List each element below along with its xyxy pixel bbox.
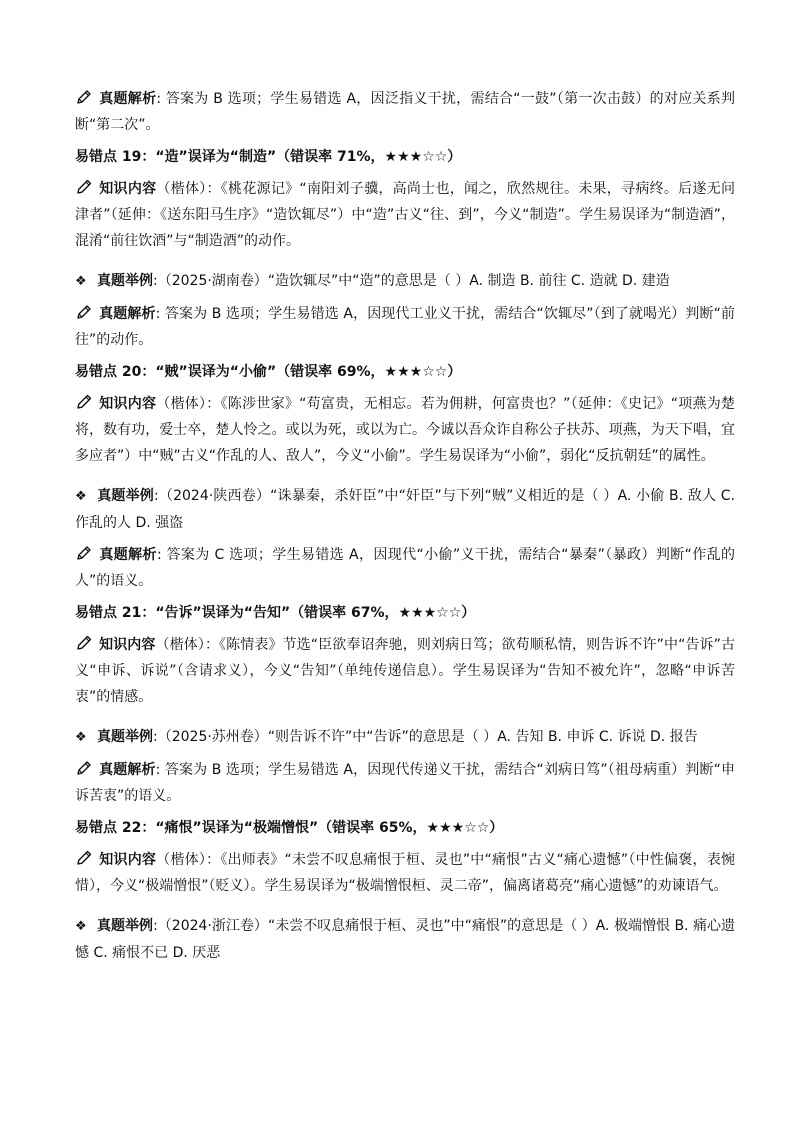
knowledge-label: 知识内容 bbox=[99, 181, 157, 197]
document-page bbox=[75, 86, 735, 966]
section-heading: 易错点 22：“痛恨”误译为“极端憎恨”（错误率 65%，★★★☆☆） bbox=[75, 820, 504, 836]
knowledge-paragraph bbox=[75, 391, 735, 469]
knowledge-text: （楷体）：《出师表》“未尝不叹息痛恨于桓、灵也”中“痛恨”古义“痛心遗憾”（中性偏褒，表惋惜），今义“极端憎恨”（贬义）。学生易误译为“极端憎恨桓、灵二帝”，偏离诸葛亮“痛心遗憾”的劝谏语气。 bbox=[75, 852, 735, 894]
section-heading: 易错点 20：“贼”误译为“小偷”（错误率 69%，★★★☆☆） bbox=[75, 364, 462, 380]
analysis-label: 真题解析 bbox=[99, 762, 156, 778]
knowledge-paragraph bbox=[75, 847, 735, 899]
analysis-label: 真题解析 bbox=[99, 91, 157, 107]
example-label: 真题举例 bbox=[97, 918, 154, 934]
pen-icon bbox=[75, 634, 93, 652]
knowledge-paragraph bbox=[75, 176, 735, 254]
pen-icon bbox=[75, 849, 93, 867]
analysis-paragraph bbox=[75, 542, 735, 594]
knowledge-label: 知识内容 bbox=[99, 637, 156, 653]
example-paragraph bbox=[75, 268, 735, 295]
diamond-bullet-icon: ❖ bbox=[75, 274, 87, 289]
diamond-bullet-icon: ❖ bbox=[75, 489, 87, 504]
pen-icon bbox=[75, 178, 93, 196]
pencil-icon bbox=[75, 544, 93, 562]
example-text: :（2024·浙江卷）“未尝不叹息痛恨于桓、灵也”中“痛恨”的意思是（ ）A. 极端憎恨 B. 痛心遗憾 C. 痛恨不已 D. 厌恶 bbox=[75, 918, 735, 961]
pencil-icon bbox=[75, 303, 93, 321]
diamond-bullet-icon: ❖ bbox=[75, 919, 87, 934]
analysis-text: : 答案为 B 选项；学生易错选 A，因现代传递义干扰，需结合“刘病日笃”（祖母病重）判断“申诉苦衷”的语义。 bbox=[75, 762, 736, 804]
example-text: :（2025·湖南卷）“造饮辄尽”中“造”的意思是（ ）A. 制造 B. 前往 C. 造就 D. 建造 bbox=[153, 273, 670, 289]
example-text: :（2024·陕西卷）“诛暴秦，杀奸臣”中“奸臣”与下列“贼”义相近的是（ ）A. 小偷 B. 敌人 C. 作乱的人 D. 强盗 bbox=[75, 488, 736, 531]
example-label: 真题举例 bbox=[97, 273, 153, 289]
example-paragraph bbox=[75, 913, 735, 966]
example-paragraph bbox=[75, 724, 735, 751]
example-label: 真题举例 bbox=[97, 729, 153, 745]
knowledge-paragraph bbox=[75, 632, 735, 710]
analysis-label: 真题解析 bbox=[99, 547, 157, 563]
analysis-paragraph bbox=[75, 301, 735, 353]
diamond-bullet-icon: ❖ bbox=[75, 730, 87, 745]
analysis-label: 真题解析 bbox=[99, 306, 156, 322]
analysis-paragraph bbox=[75, 86, 735, 138]
knowledge-text: （楷体）：《陈情表》节选“臣欲奉诏奔驰，则刘病日笃；欲苟顺私情，则告诉不许”中“告诉”古义“申诉、诉说”（含请求义），今义“告知”（单纯传递信息）。学生易误译为“告知不被允许”，忽略“申诉苦衷”的情感。 bbox=[75, 637, 736, 705]
analysis-text: : 答案为 C 选项；学生易错选 A，因现代“小偷”义干扰，需结合“暴秦”（暴政）判断“作乱的人”的语义。 bbox=[75, 547, 736, 589]
knowledge-label: 知识内容 bbox=[99, 396, 157, 412]
analysis-paragraph bbox=[75, 757, 735, 809]
example-paragraph bbox=[75, 483, 735, 536]
knowledge-text: （楷体）：《桃花源记》“南阳刘子骥，高尚士也，闻之，欣然规往。未果，寻病终。后遂无问津者”（延伸：《送东阳马生序》“造饮辄尽”）中“造”古义“往、到”，今义“制造”。学生易误译为“制造酒”，混淆“前往饮酒”与“制造酒”的动作。 bbox=[75, 181, 735, 249]
knowledge-label: 知识内容 bbox=[99, 852, 157, 868]
section-heading: 易错点 21：“告诉”误译为“告知”（错误率 67%，★★★☆☆） bbox=[75, 605, 476, 621]
example-label: 真题举例 bbox=[97, 488, 154, 504]
example-text: :（2025·苏州卷）“则告诉不许”中“告诉”的意思是（ ）A. 告知 B. 申诉 C. 诉说 D. 报告 bbox=[153, 729, 698, 745]
analysis-text: : 答案为 B 选项；学生易错选 A，因现代工业义干扰，需结合“饮辄尽”（到了就喝光）判断“前往”的动作。 bbox=[75, 306, 736, 348]
knowledge-text: （楷体）：《陈涉世家》“苟富贵，无相忘。若为佣耕，何富贵也？”（延伸：《史记》“项燕为楚将，数有功，爱士卒，楚人怜之。或以为死，或以为亡。今诚以吾众诈自称公子扶苏、项燕，为天下唱，宜多应者”）中“贼”古义“作乱的人、敌人”，今义“小偷”。学生易误译为“小偷”，弱化“反抗朝廷”的属性。 bbox=[75, 396, 735, 464]
analysis-text: : 答案为 B 选项；学生易错选 A，因泛指义干扰，需结合“一鼓”（第一次击鼓）的对应关系判断“第二次”。 bbox=[75, 91, 736, 133]
pencil-icon bbox=[75, 88, 93, 106]
section-heading: 易错点 19：“造”误译为“制造”（错误率 71%，★★★☆☆） bbox=[75, 149, 462, 165]
pencil-icon bbox=[75, 759, 93, 777]
pen-icon bbox=[75, 393, 93, 411]
